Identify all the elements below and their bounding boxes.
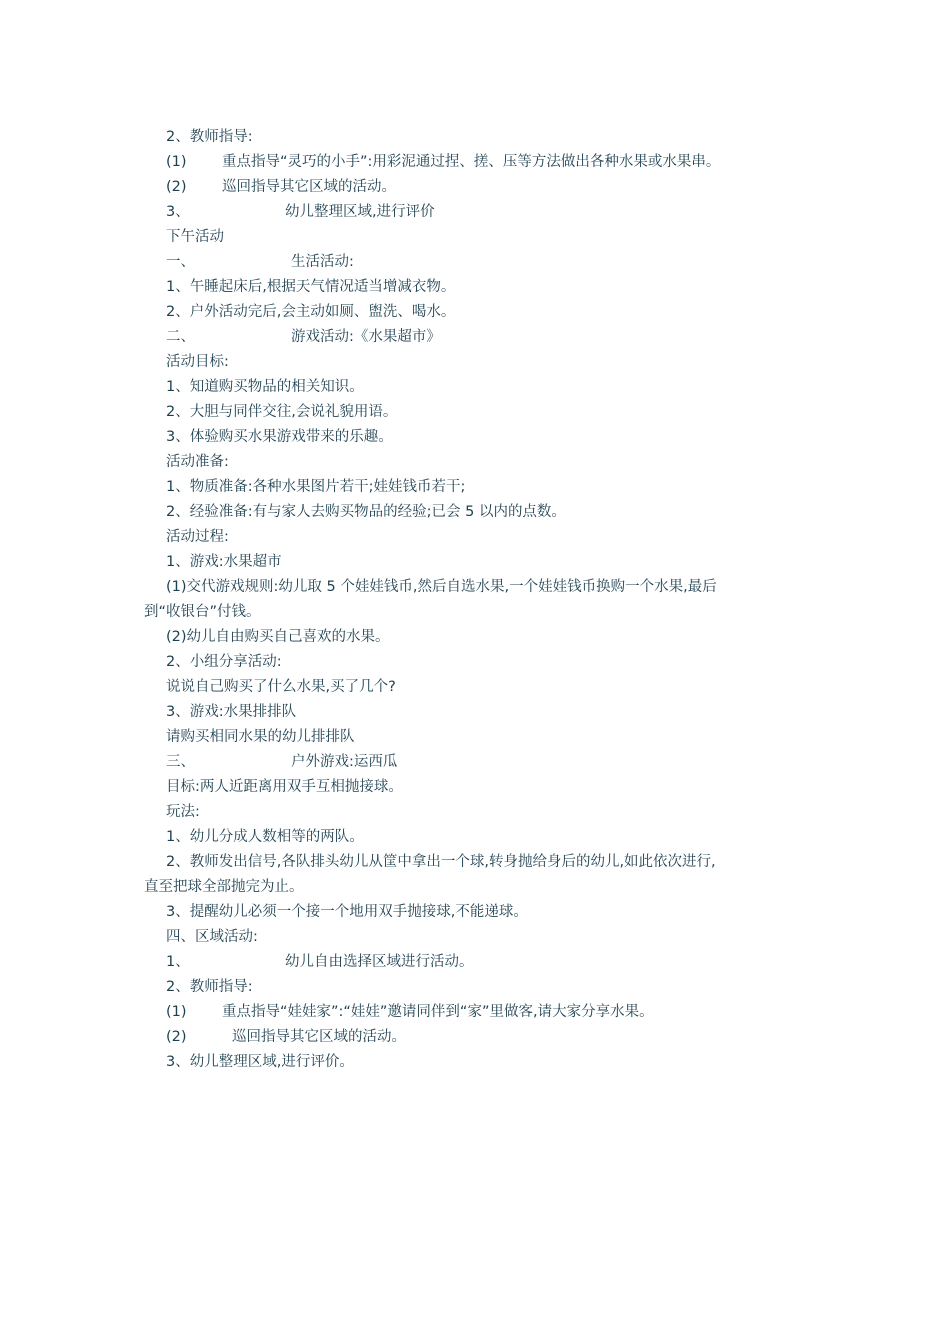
list-marker: 3、 — [166, 204, 190, 220]
text-line: 巡回指导其它区域的活动。 — [222, 179, 396, 195]
text-line: 2、教师指导: — [166, 129, 253, 145]
text-line: 直至把球全部抛完为止。 — [144, 879, 304, 895]
text-line: 1、午睡起床后,根据天气情况适当增减衣物。 — [166, 279, 456, 295]
text-line: 到“收银台”付钱。 — [144, 604, 261, 620]
section-heading: 游戏活动:《水果超市》 — [291, 329, 441, 345]
list-marker: (2) — [166, 179, 187, 195]
text-line: 3、体验购买水果游戏带来的乐趣。 — [166, 429, 393, 445]
section-heading: 户外游戏:运西瓜 — [291, 754, 398, 770]
text-line: 2、经验准备:有与家人去购买物品的经验;已会 5 以内的点数。 — [166, 504, 566, 520]
list-marker: 一、 — [166, 254, 195, 270]
text-line: 重点指导“娃娃家”:“娃娃”邀请同伴到“家”里做客,请大家分享水果。 — [222, 1004, 654, 1020]
list-marker: 二、 — [166, 329, 195, 345]
text-line: 3、游戏:水果排排队 — [166, 704, 297, 720]
text-line: 请购买相同水果的幼儿排排队 — [166, 729, 355, 745]
text-line: 3、幼儿整理区域,进行评价。 — [166, 1054, 354, 1070]
list-marker: (2) — [166, 1029, 187, 1045]
text-line: 重点指导“灵巧的小手”:用彩泥通过捏、搓、压等方法做出各种水果或水果串。 — [222, 154, 721, 170]
text-line: 玩法: — [166, 804, 200, 820]
text-line: 3、提醒幼儿必须一个接一个地用双手抛接球,不能递球。 — [166, 904, 528, 920]
text-line: 1、游戏:水果超市 — [166, 554, 282, 570]
text-line: (1)交代游戏规则:幼儿取 5 个娃娃钱币,然后自选水果,一个娃娃钱币换购一个水果,最后 — [166, 579, 717, 595]
text-line: 巡回指导其它区域的活动。 — [232, 1029, 406, 1045]
text-line: 幼儿自由选择区域进行活动。 — [285, 954, 474, 970]
text-line: 1、知道购买物品的相关知识。 — [166, 379, 364, 395]
text-line: 1、幼儿分成人数相等的两队。 — [166, 829, 364, 845]
text-line: 2、小组分享活动: — [166, 654, 282, 670]
text-line: 2、教师指导: — [166, 979, 253, 995]
text-line: 2、大胆与同伴交往,会说礼貌用语。 — [166, 404, 398, 420]
section-heading: 四、区域活动: — [166, 929, 258, 945]
text-line: 1、物质准备:各种水果图片若干;娃娃钱币若干; — [166, 479, 466, 495]
list-marker: (1) — [166, 154, 187, 170]
text-line: 2、教师发出信号,各队排头幼儿从筐中拿出一个球,转身抛给身后的幼儿,如此依次进行, — [166, 854, 716, 870]
list-marker: (1) — [166, 1004, 187, 1020]
text-line: 活动目标: — [166, 354, 229, 370]
text-line: 目标:两人近距离用双手互相抛接球。 — [166, 779, 403, 795]
list-marker: 1、 — [166, 954, 190, 970]
text-line: (2)幼儿自由购买自己喜欢的水果。 — [166, 629, 390, 645]
text-line: 活动准备: — [166, 454, 229, 470]
text-line: 幼儿整理区域,进行评价 — [285, 204, 435, 220]
section-heading: 下午活动 — [166, 229, 224, 245]
text-line: 2、户外活动完后,会主动如厕、盥洗、喝水。 — [166, 304, 456, 320]
text-line: 说说自己购买了什么水果,买了几个? — [166, 679, 396, 695]
text-line: 活动过程: — [166, 529, 229, 545]
section-heading: 生活活动: — [291, 254, 354, 270]
list-marker: 三、 — [166, 754, 195, 770]
